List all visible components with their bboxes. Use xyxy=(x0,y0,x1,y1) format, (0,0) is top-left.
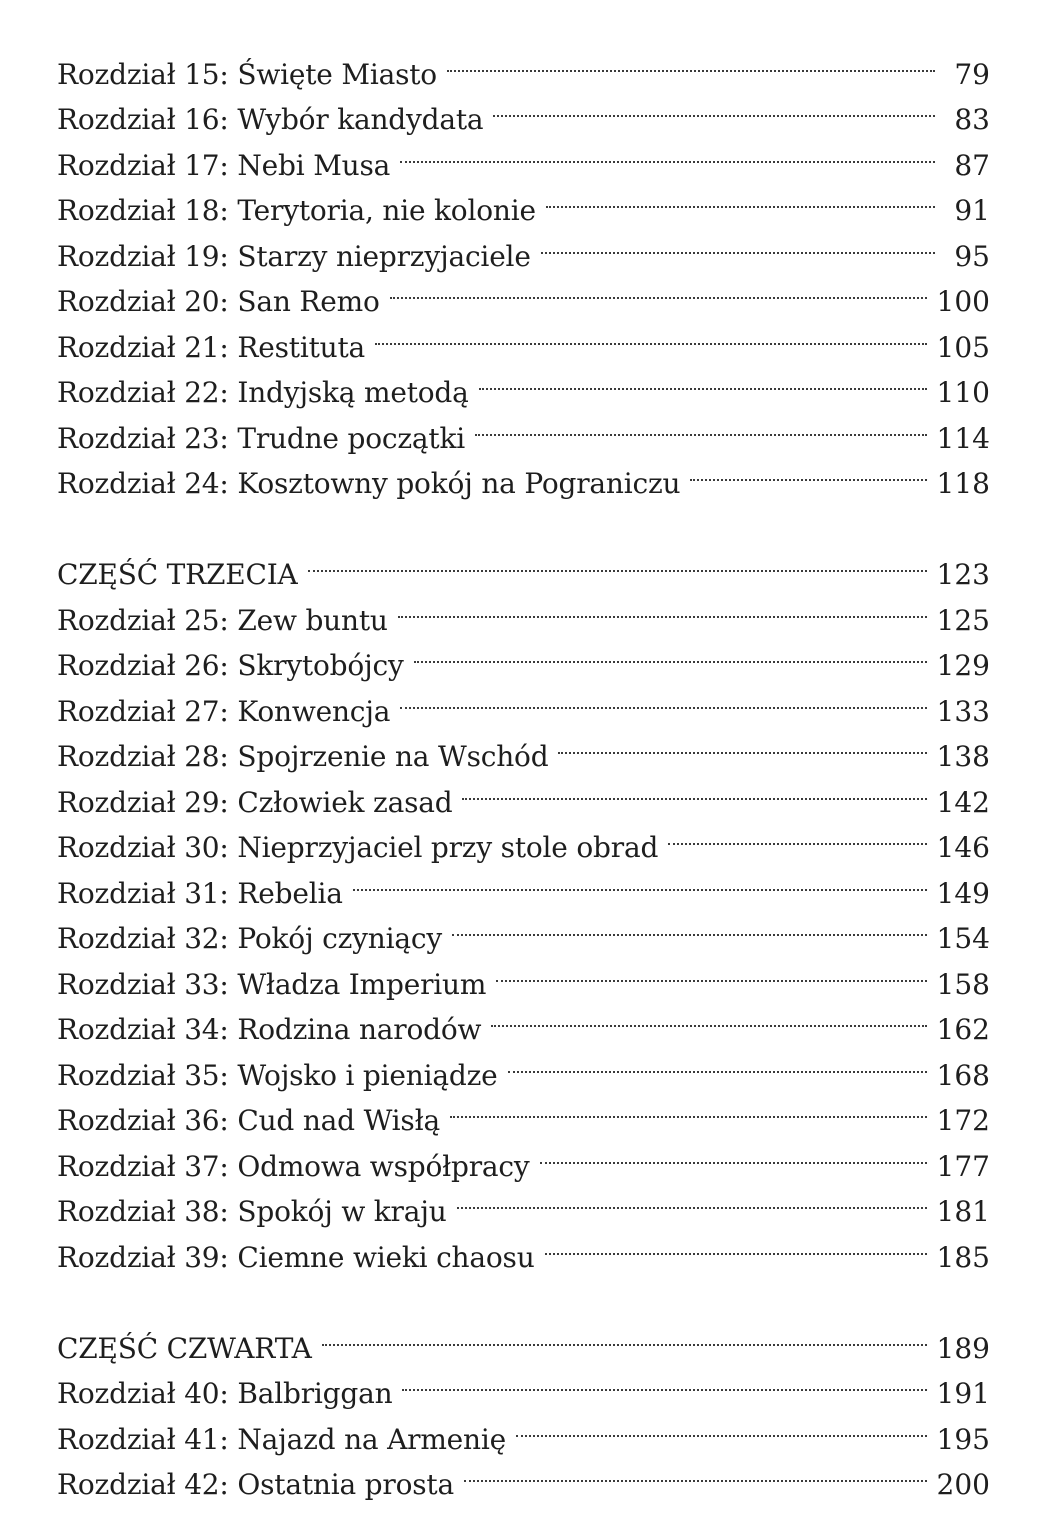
toc-entry-page-number: 91 xyxy=(954,194,990,227)
toc-entry-page-number: 181 xyxy=(936,1195,990,1228)
dot-leader xyxy=(541,220,935,266)
toc-entry-page-number: 125 xyxy=(936,603,990,637)
toc-entry-title: Rozdział 15: Święte Miasto xyxy=(57,57,437,91)
dot-leader xyxy=(390,266,927,312)
toc-entry-page-number: 154 xyxy=(936,922,990,955)
dot-leader xyxy=(540,1130,927,1176)
toc-entry-page-number: 118 xyxy=(936,467,990,500)
dot-leader xyxy=(464,1449,927,1495)
toc-entry-title: Rozdział 39: Ciemne wieki chaosu xyxy=(57,1240,535,1274)
toc-entry-title: Rozdział 21: Restituta xyxy=(57,330,366,364)
toc-entry-title: Rozdział 27: Konwencja xyxy=(57,694,391,728)
toc-entry-page-number: 123 xyxy=(936,558,990,591)
dot-leader xyxy=(400,129,935,175)
toc-entry-title: Rozdział 24: Kosztowny pokój na Pograniczu xyxy=(57,467,681,500)
toc-entry-title: Rozdział 16: Wybór kandydata xyxy=(57,103,484,136)
toc-entry-page-number: 105 xyxy=(936,330,990,364)
toc-entry-page-number: 87 xyxy=(954,148,990,182)
dot-leader xyxy=(322,1312,927,1358)
dot-leader xyxy=(496,948,926,994)
toc-entry-page-number: 83 xyxy=(954,103,990,136)
toc-entry-page-number: 162 xyxy=(936,1013,990,1046)
table-of-contents xyxy=(57,38,990,1501)
dot-leader xyxy=(375,311,927,357)
dot-leader xyxy=(479,357,927,403)
dot-leader xyxy=(475,402,927,448)
dot-leader xyxy=(516,1403,927,1449)
dot-leader xyxy=(353,857,927,903)
toc-entry-title: CZĘŚĆ CZWARTA xyxy=(57,1331,312,1365)
toc-entry-title: Rozdział 19: Starzy nieprzyjaciele xyxy=(57,239,531,273)
toc-entry-page-number: 79 xyxy=(954,57,990,91)
dot-leader xyxy=(546,175,935,221)
toc-entry-page-number: 168 xyxy=(936,1058,990,1092)
dot-leader xyxy=(414,630,927,676)
dot-leader xyxy=(545,1221,927,1267)
dot-leader xyxy=(493,84,935,130)
toc-entry-title: Rozdział 40: Balbriggan xyxy=(57,1377,393,1410)
toc-entry-page-number: 129 xyxy=(936,649,990,682)
toc-entry-page-number: 100 xyxy=(936,285,990,318)
toc-entry-title: Rozdział 41: Najazd na Armenię xyxy=(57,1422,507,1456)
toc-entry-title: Rozdział 36: Cud nad Wisłą xyxy=(57,1104,440,1137)
toc-entry-page-number: 138 xyxy=(936,740,990,773)
toc-entry-page-number: 158 xyxy=(936,967,990,1001)
toc-entry-title: Rozdział 42: Ostatnia prosta xyxy=(57,1468,454,1501)
toc-entry-title: Rozdział 38: Spokój w kraju xyxy=(57,1195,447,1228)
toc-entry-page-number: 114 xyxy=(936,421,990,455)
dot-leader xyxy=(400,675,926,721)
toc-entry-title: Rozdział 34: Rodzina narodów xyxy=(57,1013,482,1046)
toc-entry xyxy=(57,539,990,591)
toc-section-part-four xyxy=(57,1312,990,1501)
dot-leader xyxy=(558,721,926,767)
dot-leader xyxy=(690,448,926,494)
toc-entry-page-number: 142 xyxy=(936,785,990,819)
dot-leader xyxy=(447,38,935,84)
toc-entry-title: Rozdział 26: Skrytobójcy xyxy=(57,649,404,682)
toc-entry-title: Rozdział 35: Wojsko i pieniądze xyxy=(57,1058,498,1092)
toc-entry-title: Rozdział 28: Spojrzenie na Wschód xyxy=(57,740,549,773)
toc-entry-page-number: 189 xyxy=(936,1331,990,1365)
toc-entry-page-number: 146 xyxy=(936,831,990,864)
toc-entry-title: Rozdział 20: San Remo xyxy=(57,285,380,318)
toc-entry-title: Rozdział 22: Indyjską metodą xyxy=(57,376,469,409)
dot-leader xyxy=(402,1358,926,1404)
dot-leader xyxy=(457,1176,927,1222)
toc-entry-page-number: 133 xyxy=(936,694,990,728)
toc-entry-page-number: 191 xyxy=(936,1377,990,1410)
toc-entry-page-number: 110 xyxy=(936,376,990,409)
toc-entry-title: Rozdział 37: Odmowa współpracy xyxy=(57,1149,530,1183)
toc-entry-title: Rozdział 32: Pokój czyniący xyxy=(57,922,442,955)
dot-leader xyxy=(462,766,926,812)
dot-leader xyxy=(668,812,926,858)
toc-entry xyxy=(57,38,990,91)
toc-entry-page-number: 200 xyxy=(936,1468,990,1501)
toc-entry-page-number: 177 xyxy=(936,1149,990,1183)
toc-entry-title: CZĘŚĆ TRZECIA xyxy=(57,558,298,591)
toc-entry-title: Rozdział 17: Nebi Musa xyxy=(57,148,391,182)
toc-entry-page-number: 195 xyxy=(936,1422,990,1456)
toc-entry-title: Rozdział 30: Nieprzyjaciel przy stole obrad xyxy=(57,831,659,864)
toc-entry xyxy=(57,1312,990,1365)
toc-entry-page-number: 149 xyxy=(936,876,990,910)
toc-entry-title: Rozdział 25: Zew buntu xyxy=(57,603,388,637)
dot-leader xyxy=(491,994,926,1040)
toc-entry-page-number: 95 xyxy=(954,239,990,273)
dot-leader xyxy=(508,1039,927,1085)
toc-entry-title: Rozdział 23: Trudne początki xyxy=(57,421,465,455)
dot-leader xyxy=(308,539,927,585)
dot-leader xyxy=(450,1085,927,1131)
toc-entry-title: Rozdział 31: Rebelia xyxy=(57,876,343,910)
dot-leader xyxy=(398,584,927,630)
toc-entry-page-number: 172 xyxy=(936,1104,990,1137)
toc-section-part-two-continued xyxy=(57,38,990,500)
toc-entry-page-number: 185 xyxy=(936,1240,990,1274)
toc-entry-title: Rozdział 33: Władza Imperium xyxy=(57,967,487,1001)
toc-section-part-three xyxy=(57,539,990,1274)
toc-entry-title: Rozdział 29: Człowiek zasad xyxy=(57,785,453,819)
dot-leader xyxy=(452,903,927,949)
toc-entry-title: Rozdział 18: Terytoria, nie kolonie xyxy=(57,194,536,227)
